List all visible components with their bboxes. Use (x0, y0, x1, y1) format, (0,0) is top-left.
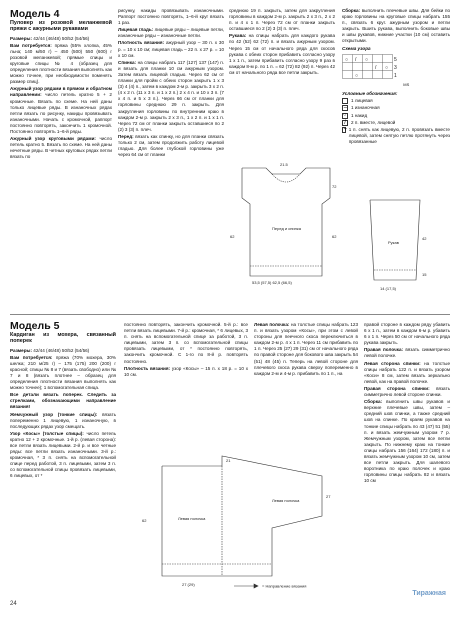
model5-kosy-label: Узор «Косы» (толстые спицы): (10, 430, 84, 436)
model4-column-3 (229, 8, 335, 77)
model5-column-4 (364, 322, 450, 485)
model5-column-3 (254, 322, 358, 378)
model5-col4-text: правой стороне в каждом ряду убавить 6 x 1 п., затем в каждом 6-м р. убавить 6 x 1 п. Через 50 см от начального ряда рукава закрыть. (364, 322, 450, 346)
model5-kosy-text: число петель кратно 12 + 2 кромочные. 1-й р. (левая сторона): все петли вязать лицевыми. 2-й р. и все четные ряды: все петли вязать изнаночными. 3-й р.: кромочная, * 3 п. снять на вспомогательной спице перед работой, 3 п. лицевыми, затем 3 п. со вспомогательной спицы провязать лицевыми, 6 лицевых, от * (10, 430, 116, 479)
model4-aj2-text: число петель кратно 5. Вязать по схеме. На ней даны нечетные ряды. В четных круговых рядах петли вязать по (10, 136, 112, 160)
model5-column-2 (124, 322, 248, 379)
svg-text:1: 1 (394, 72, 397, 79)
svg-text:27: 27 (326, 494, 331, 499)
legend-sk2p-label: 1 п. снять как лицевую, 2 п. провязать вместе лицевой, затем снятую петлю протянуть через провязанные (348, 127, 450, 145)
stitch-chart (342, 54, 450, 88)
legend-row-purl (342, 105, 450, 111)
front-back-widths: 53,5 (57,5) 62,5 (66,5) (252, 280, 292, 285)
sleeve-label: Рукав (388, 240, 399, 245)
model5-density-text: узор «Косы» – 15 п. x 18 р. = 10 x 10 см. (124, 365, 248, 377)
front-back-diagram (222, 158, 350, 288)
model5-heading: Модель 5 (10, 320, 60, 332)
model4-assembly-label: Сборка: (342, 8, 361, 13)
svg-text:15: 15 (422, 272, 427, 277)
legend-knit-label: 1 лицевая (351, 98, 373, 104)
left-front-diagram (122, 446, 358, 596)
stitch-chart-grid (342, 54, 402, 86)
model4-density-label: Плотность вязания: (118, 40, 165, 46)
model4-back-text: на спицы набрать 117 (127) 137 (147) п. и вязать для планки 10 см ажурным узором. Затем вязать лицевой гладью. Через 62 см от планки для пройм с обеих сторон закрыть 1 x 3 (3) 4 (4) п., затем в каждом 2-м р. закрыть 3 x 2 п. (4 x 2 п. (11 x 3 п. и 1 x 2 п.) 2 x 4 п. и 10 x 3 п. (7 x 4 п. и 5 x 3 п.). Через 66 см от планки для горловины среднюю 29 п. закрыть. Для закругления горловины по внутренним краю в каждом 2-м р. закрыть 2 x 3 п., 1 x 2 п. и 1 x 1 п. Через 72 см от планки закрыть оставшиеся по 2 (2) 3 (3) п. плеч. (118, 59, 224, 132)
model4-density-text: ажурный узор – 30 п. x 30 р. = 10 x 10 см; лицевая гладь – 22 п. x 27 р. = 10 x 10 см. (118, 40, 225, 58)
svg-text:27 (29): 27 (29) (182, 582, 195, 587)
svg-text:14 (17,5): 14 (17,5) (380, 286, 397, 291)
model4-front-text: вязать как спинку, но для планки связать только 2 см, затем продолжить работу лицевой гладью. Для более глубокой горловины уже через 64 см от планки (118, 133, 224, 158)
model5-col2-text: постоянно повторять, закончить кромочной. 5-й р.: все петли вязать лицевыми. 7-й р.: кромочная, * 6 лицевых, 3 п. снять на вспомогательной спице за работой, 3 п. лицевыми, затем 3 п. со вспомогательной спицы провязать лицевыми, от * постоянно повторять, закончить кромочной. С 1-го по 8-й р. повторять постоянно. (124, 322, 248, 364)
svg-text:/: / (375, 64, 377, 71)
model5-column-1 (10, 320, 116, 481)
model5-need-text: пряжа (70% мохера, 30% шелка; 210 м/25 г) – 175 (175) 200 (200) г красной; спицы № 8 и 7 (вязать свободно) или № 7 и 8 (вязать плотнее – образец для определения плотности вязания выполнять как можно точнее); 1 вспомогательная спица. (10, 354, 116, 391)
svg-text:62: 62 (142, 518, 147, 523)
model4-aj-label: Ажурный узор рядами в прямом и обратном направлении: (10, 86, 112, 98)
model4-column-1 (10, 8, 112, 161)
watermark-logo: Тиражная (412, 590, 446, 597)
model4-sizes-label: Размеры: (10, 35, 32, 41)
model5-right-front-text: вязать симметрично левой полочке. (364, 347, 450, 359)
slip-knit-pass-icon (342, 127, 346, 133)
sleeve-diagram (360, 190, 430, 300)
model4-column-4 (342, 8, 450, 147)
model5-back-right-label: Правая сторона спинки: (364, 385, 430, 391)
model4-back-label: Спинка: (118, 59, 137, 65)
model4-title: Пуловер из розовой меланжевой пряжи с ажурными рукавами (10, 20, 112, 33)
model4-need-label: Вам потребуется: (10, 42, 52, 48)
svg-text:5: 5 (394, 56, 397, 63)
knit-two-together-icon (342, 120, 348, 126)
legend-k2tog-label: 2 п. вместе, лицевой (351, 119, 396, 125)
diagram-left-front-sleeve-label: Левая полочка (272, 498, 300, 503)
svg-text:72: 72 (332, 184, 337, 189)
svg-text:62: 62 (332, 234, 337, 239)
model5-back-right-text: вязать симметрично левой стороне спинки. (364, 385, 450, 398)
model5-assembly-label: Сборка: (364, 399, 383, 405)
model5-pearl-label: Жемчужный узор (тонкие спицы): (10, 411, 98, 417)
model5-right-front-label: Правая полочка: (364, 347, 404, 353)
knitting-direction-label: = Направление вязания (262, 583, 307, 589)
model4-assembly-text: выполнить плечевые швы. Для бейки по краю горловины на круговые спицы набрать 155 п., связать 6 круг. ажурным узором и петли закрыть. Вшить рукава, выполнить боковые швы и швы рукавов, нижние участки (10 см) оставить открытыми. (342, 8, 450, 44)
model5-pearl-text: вязать попеременно 1 лицевую, 1 изнаночную, в последующих рядах узор смещать. (10, 411, 116, 429)
legend-row-yarnover (342, 113, 450, 119)
svg-text:62: 62 (230, 234, 235, 239)
model4-face-text: лицевые ряды – лицевые петли, изнаночные ряды – изнаночные петли. (118, 27, 225, 39)
yarn-over-icon (342, 113, 348, 119)
svg-text:21.5: 21.5 (280, 162, 288, 167)
model4-column-2 (118, 8, 224, 159)
model4-col2-text: рисунку, накиды провязывать изнаночными. Раппорт постоянно повторять, 1–6-й круг вязать 1 раз. (118, 8, 224, 26)
svg-text:○: ○ (365, 56, 369, 63)
model5-details-text: Все детали вязать поперек. Следить за стрелками, обозначающими направление вязания! (10, 392, 116, 410)
svg-text:42: 42 (422, 236, 427, 241)
model5-back-left-label: Левая сторона спинки: (364, 360, 421, 366)
model4-scheme-label: Схема узора (342, 45, 371, 51)
legend-row-knit (342, 98, 450, 104)
stitch-chart-ms-label: MS (403, 81, 410, 87)
model4-sleeves-text: на спицы набрать для каждого рукава по 42 (52) 62 (72) п. и вязать ажурным узором. Через 15 см от начального ряда для скосов рукава с обеих сторон прибавить согласно узору 1 x 1 п., затем прибавить согласно узору 9 раз в каждом 8-м р. по 1 п. = 62 (72) 82 (92) п. Через 42 см от начального ряда все петли закрыть. (229, 33, 336, 75)
legend-purl-label: 1 изнаночная (351, 105, 380, 111)
legend-title: Условные обозначения: (342, 90, 398, 96)
model5-left-front-label: Левая полочка: (254, 322, 290, 327)
model4-aj2-label: Ажурный узор круговыми рядами: (10, 136, 96, 142)
knit-stitch-icon (342, 98, 348, 104)
model4-col3-text: среднюю 19 п. закрыть, затем для закругления горловины в каждом 2-м р. закрыть 2 x 3 п., 2 x 2 п. и 4 x 1 п. Через 72 см от планки закрыть оставшиеся по 2 (2) 3 (3) п. плеч. (229, 8, 335, 32)
model4-sleeves-label: Рукава: (229, 33, 247, 39)
model4-heading: Модель 4 (10, 8, 60, 20)
legend-row-sk2p (342, 127, 450, 145)
diagram-left-front-label: Левая полочка (178, 516, 206, 521)
svg-text:○: ○ (345, 56, 349, 63)
model5-sizes-value: 42/44 (46/48) 50/52 (54/56) (33, 347, 90, 353)
model4-aj-text: число петель кратно 5 + 2 кромочные. Вязать по схеме. На ней даны только лицевые ряды. В изнаночных рядах петли вязать по рисунку, накиды провязывать изнаночными. Начать с кромочной, раппорт постоянно повторять, закончить 1 кромочной. Постоянно повторять 1–6-й ряды. (10, 92, 112, 134)
svg-text:21: 21 (226, 458, 231, 463)
model5-need-label: Вам потребуется: (10, 354, 53, 360)
section-divider (10, 314, 450, 315)
model5-title: Кардиган из мохера, связанный поперек (10, 332, 116, 345)
legend-yarnover-label: 1 накид (351, 112, 368, 118)
svg-text:○: ○ (355, 72, 359, 79)
svg-text:3: 3 (394, 64, 397, 71)
model4-face-label: Лицевая гладь: (118, 27, 154, 33)
model5-assembly-text: выполнить швы рукавов и верхние плечевые швы, затем – средний шов спинки, а также средний шов на спинке. По краям рукавов на тонкие спицы набрать по 43 (47) 51 (55) п. и вязать жемчужным узором 7 р. Жемчужным узором, затем все петли закрыть. По нижнему краю на тонкие спицы набрать 156 (164) 172 (180) п. и вязать жемчужным узором 10 см, затем все петли закрыть. Для шалевого воротника по краю полочек и краю горловины спицы набрать 82 и вязать 10 см (364, 399, 450, 484)
model5-density-label: Плотность вязания: (124, 365, 171, 371)
model5-sizes-label: Размеры: (10, 347, 32, 353)
svg-text:○: ○ (385, 64, 389, 71)
front-back-label: Перед и спинка (272, 226, 301, 231)
svg-text:/: / (355, 56, 357, 63)
model5-back-left-text: на толстые спицы набрать 122 п. и вязать узором «Коси» 8 см, затем вязать зеркально левой, как на правой полочке. (364, 360, 450, 384)
model4-front-label: Перед: (118, 133, 134, 139)
legend-row-k2tog (342, 120, 450, 126)
model4-sizes-value: 42/44 (46/48) 50/52 (54/56) (33, 35, 90, 41)
purl-stitch-icon (342, 105, 348, 111)
model5-left-front-text: на толстые спицы набрать 123 п. и вязать узором «Косы», при этом с левой стороны для пеечного скоса переключиться в каждом 2-м р. 4 x 1 п. Через 11 см прибавить по 1 п. Через 25 (27) 29 (31) см от начального ряда по правой стороне для бокового шва закрыть 54 (51) 48 (45) п. Теперь на левой стороне для плечевого скоса рукава сверху попеременно в каждом 2-м и 4-м р. прибавить по 1 п., на (254, 322, 358, 376)
page-number: 24 (10, 601, 17, 607)
model4-need-text: пряжа (55% хлопка, 45% льна; 140 м/50 г) – 450 (500) 550 (600) г розовой меланжевой; прямые спицы и круговые спицы № 4 (образец для определения плотности вязания выполнять как можно точнее, при необходимости поменять размер спиц). (10, 42, 112, 85)
